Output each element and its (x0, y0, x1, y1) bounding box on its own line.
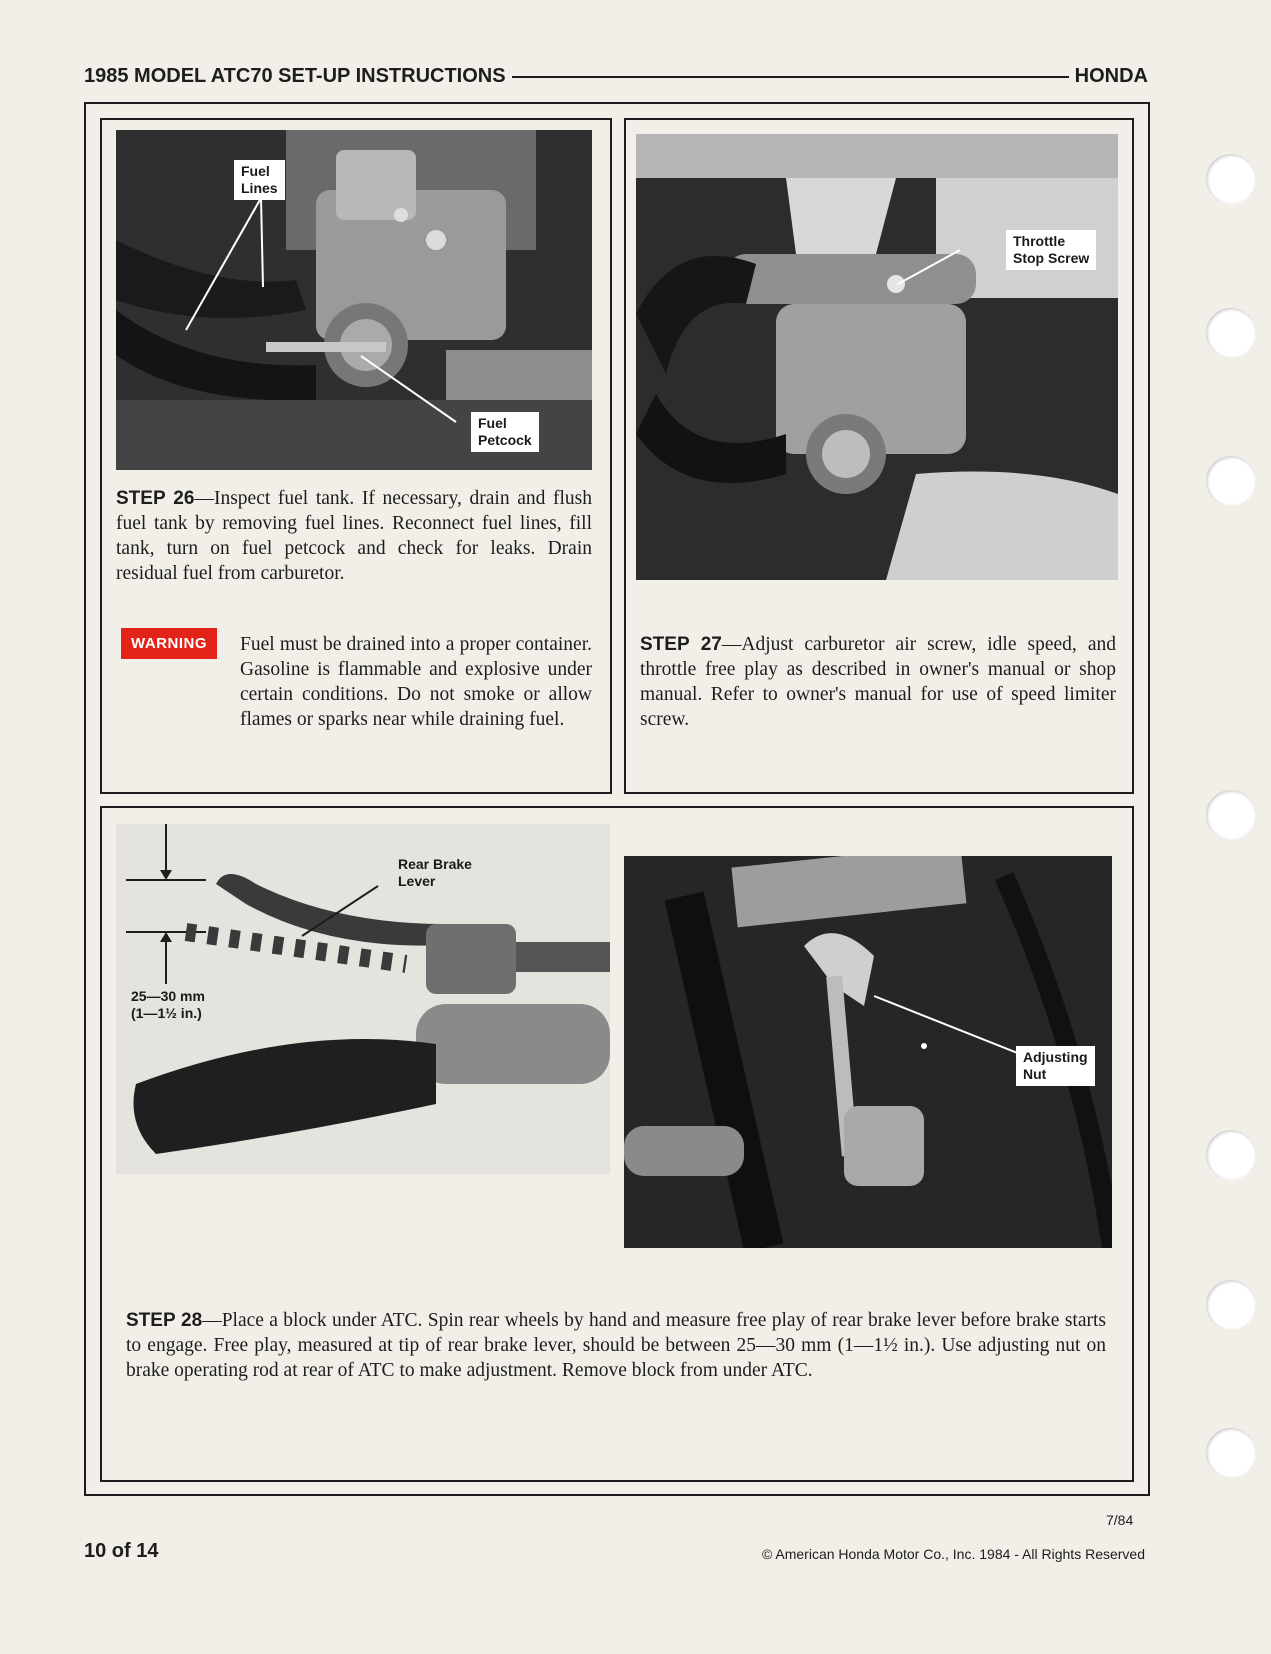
carburetor-photo (636, 134, 1118, 580)
binder-hole (1206, 456, 1256, 506)
binder-hole (1206, 790, 1256, 840)
adjusting-nut-callout: Adjusting Nut (1016, 1046, 1095, 1086)
step-27-label: STEP 27 (640, 634, 722, 655)
step-26-text: STEP 26—Inspect fuel tank. If necessary, drain and flush fuel tank by removing fuel lines. Reconnect fuel lines, fill tank, turn on fuel petcock and check for leaks. Drain residual fuel from carburetor. (116, 488, 592, 584)
carburetor-illustration (636, 134, 1118, 580)
throttle-stop-screw-callout: Throttle Stop Screw (1006, 230, 1096, 270)
warning-text: Fuel must be drained into a proper container. Gasoline is flammable and explosive under certain conditions. Do not smoke or allow flames or sparks near while draining fuel. (240, 634, 592, 730)
step-28-label: STEP 28 (126, 1310, 203, 1331)
page-number: 10 of 14 (84, 1540, 159, 1562)
free-play-measurement-label: 25—30 mm (1—1½ in.) (131, 988, 205, 1021)
copyright-notice: © American Honda Motor Co., Inc. 1984 - All Rights Reserved (761, 1546, 1145, 1562)
page-header (84, 64, 1148, 94)
binder-hole (1206, 154, 1256, 204)
fuel-petcock-callout: Fuel Petcock (471, 412, 539, 452)
rear-brake-lever-callout: Rear Brake Lever (398, 856, 472, 889)
step-26-label: STEP 26 (116, 488, 195, 509)
binder-hole (1206, 308, 1256, 358)
fuel-lines-callout: Fuel Lines (234, 160, 285, 200)
step-28-text: STEP 28—Place a block under ATC. Spin rear wheels by hand and measure free play of rear brake lever before brake starts to engage. Free play, measured at tip of rear brake lever, should be between 25—30 mm (1—1½ in.). Use adjusting nut on brake operating rod at rear of ATC to make adjustment. Remove block from under ATC. (126, 1310, 1106, 1381)
document-title: 1985 MODEL ATC70 SET-UP INSTRUCTIONS (84, 64, 512, 88)
step-27-text: STEP 27—Adjust carburetor air screw, idle speed, and throttle free play as described in owner's manual or shop manual. Refer to owner's manual for use of speed limiter screw. (640, 634, 1116, 730)
revision-date: 7/84 (1106, 1512, 1134, 1528)
warning-badge: WARNING (121, 628, 217, 659)
brand-name: HONDA (1069, 64, 1148, 88)
binder-hole (1206, 1280, 1256, 1330)
binder-hole (1206, 1428, 1256, 1478)
binder-hole (1206, 1130, 1256, 1180)
